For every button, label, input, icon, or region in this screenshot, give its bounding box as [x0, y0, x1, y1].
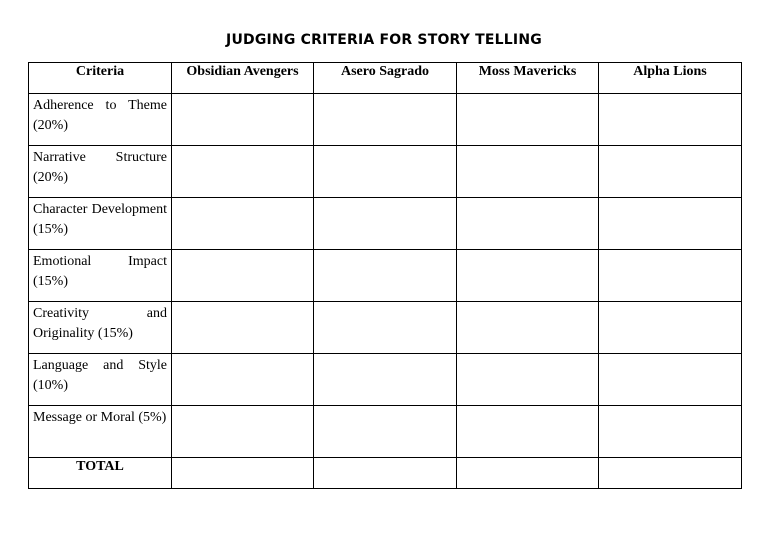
score-cell[interactable]: [314, 406, 457, 458]
score-cell[interactable]: [599, 94, 742, 146]
score-cell[interactable]: [599, 302, 742, 354]
page-title: JUDGING CRITERIA FOR STORY TELLING: [226, 32, 542, 48]
score-cell[interactable]: [314, 146, 457, 198]
table-row: [29, 146, 742, 198]
judging-criteria-table: [28, 62, 742, 489]
header-team-asero-sagrado: Asero Sagrado: [314, 63, 457, 94]
table-row: [29, 198, 742, 250]
criteria-label: Adherence to Theme (20%): [29, 94, 172, 146]
score-cell[interactable]: [457, 94, 599, 146]
score-cell[interactable]: [172, 146, 314, 198]
score-cell[interactable]: [314, 94, 457, 146]
table-row: [29, 250, 742, 302]
total-score-cell[interactable]: [172, 458, 314, 489]
score-cell[interactable]: [314, 250, 457, 302]
score-cell[interactable]: [172, 94, 314, 146]
score-cell[interactable]: [457, 250, 599, 302]
score-cell[interactable]: [457, 406, 599, 458]
total-score-cell[interactable]: [314, 458, 457, 489]
score-cell[interactable]: [599, 250, 742, 302]
score-cell[interactable]: [457, 302, 599, 354]
score-cell[interactable]: [172, 198, 314, 250]
total-label: TOTAL: [29, 458, 172, 489]
score-cell[interactable]: [172, 406, 314, 458]
criteria-label: Character Development (15%): [29, 198, 172, 250]
score-cell[interactable]: [457, 146, 599, 198]
total-score-cell[interactable]: [599, 458, 742, 489]
score-cell[interactable]: [172, 250, 314, 302]
criteria-label: Narrative Structure (20%): [29, 146, 172, 198]
table-row: [29, 354, 742, 406]
table-row: [29, 406, 742, 458]
score-cell[interactable]: [599, 198, 742, 250]
header-criteria: Criteria: [29, 63, 172, 94]
total-score-cell[interactable]: [457, 458, 599, 489]
score-cell[interactable]: [599, 354, 742, 406]
criteria-label: Emotional Impact (15%): [29, 250, 172, 302]
table-row: [29, 302, 742, 354]
criteria-label: Message or Moral (5%): [29, 406, 172, 458]
score-cell[interactable]: [599, 406, 742, 458]
header-team-moss-mavericks: Moss Mavericks: [457, 63, 599, 94]
criteria-label: Creativity and Originality (15%): [29, 302, 172, 354]
score-cell[interactable]: [314, 302, 457, 354]
score-cell[interactable]: [599, 146, 742, 198]
score-cell[interactable]: [457, 198, 599, 250]
header-row: [29, 63, 742, 94]
criteria-label: Language and Style (10%): [29, 354, 172, 406]
score-cell[interactable]: [314, 198, 457, 250]
table-row: [29, 94, 742, 146]
header-team-alpha-lions: Alpha Lions: [599, 63, 742, 94]
score-cell[interactable]: [172, 354, 314, 406]
score-cell[interactable]: [314, 354, 457, 406]
score-cell[interactable]: [172, 302, 314, 354]
total-row: [29, 458, 742, 489]
header-team-obsidian-avengers: Obsidian Avengers: [172, 63, 314, 94]
score-cell[interactable]: [457, 354, 599, 406]
